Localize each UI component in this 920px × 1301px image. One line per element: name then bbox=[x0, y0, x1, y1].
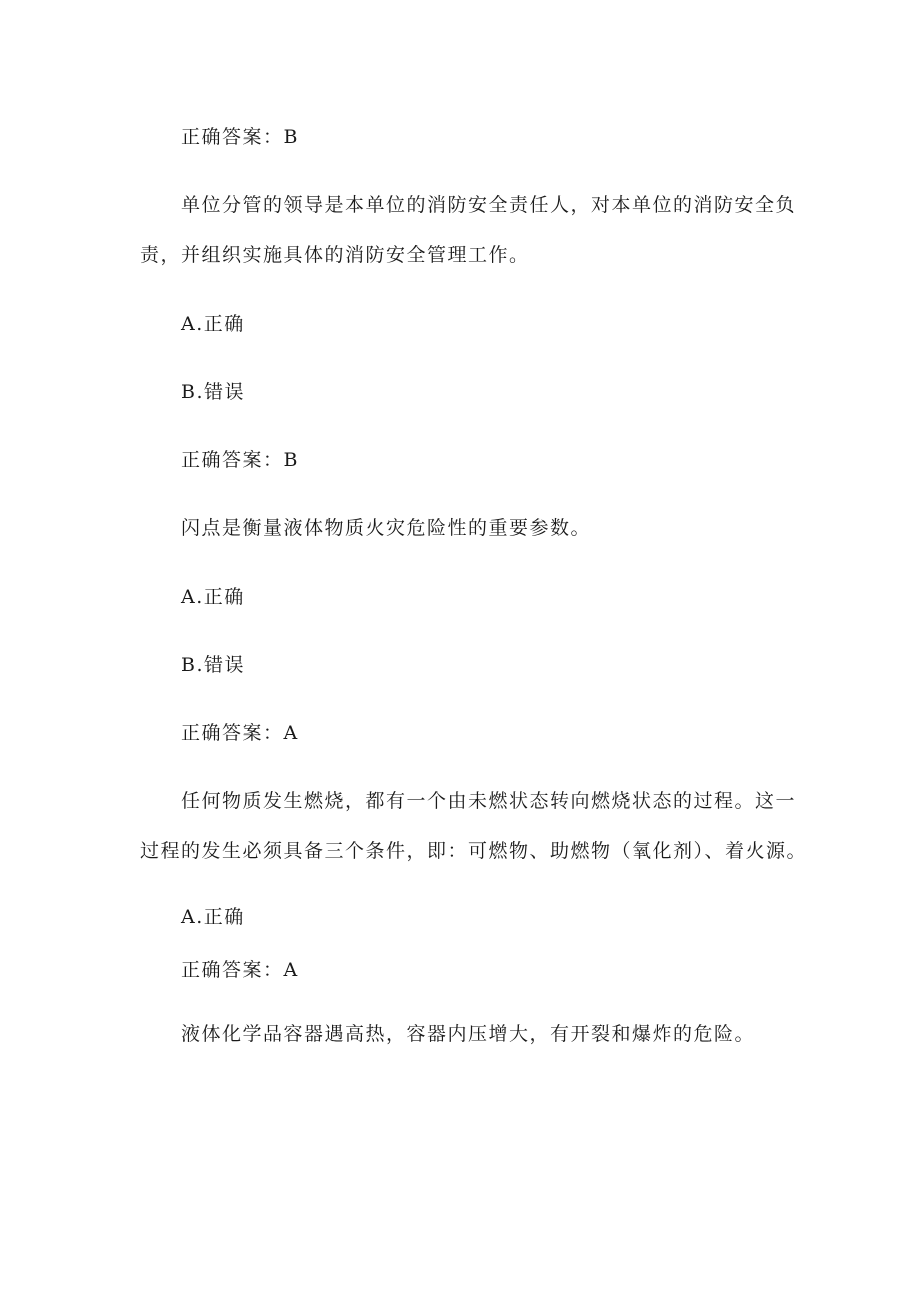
question-5: 液体化学品容器遇高热，容器内压增大，有开裂和爆炸的危险。 bbox=[181, 1023, 756, 1045]
option-a-4: A.正确 bbox=[181, 906, 245, 928]
answer-line-2: 正确答案：B bbox=[181, 449, 299, 471]
option-a-3: A.正确 bbox=[181, 586, 245, 608]
answer-line-3: 正确答案：A bbox=[181, 722, 299, 744]
question-4-line-1: 任何物质发生燃烧，都有一个由未燃状态转向燃烧状态的过程。这一 bbox=[181, 790, 797, 812]
option-b-3: B.错误 bbox=[181, 654, 246, 676]
question-2-line-2: 责，并组织实施具体的消防安全管理工作。 bbox=[140, 244, 530, 266]
option-a-2: A.正确 bbox=[181, 313, 245, 335]
answer-line-4: 正确答案：A bbox=[181, 959, 299, 981]
option-b-2: B.错误 bbox=[181, 381, 246, 403]
question-3: 闪点是衡量液体物质火灾危险性的重要参数。 bbox=[181, 517, 592, 539]
answer-line-1: 正确答案：B bbox=[181, 126, 299, 148]
question-4-line-2: 过程的发生必须具备三个条件，即：可燃物、助燃物（氧化剂）、着火源。 bbox=[140, 840, 808, 862]
question-2-line-1: 单位分管的领导是本单位的消防安全责任人，对本单位的消防安全负 bbox=[181, 194, 797, 216]
